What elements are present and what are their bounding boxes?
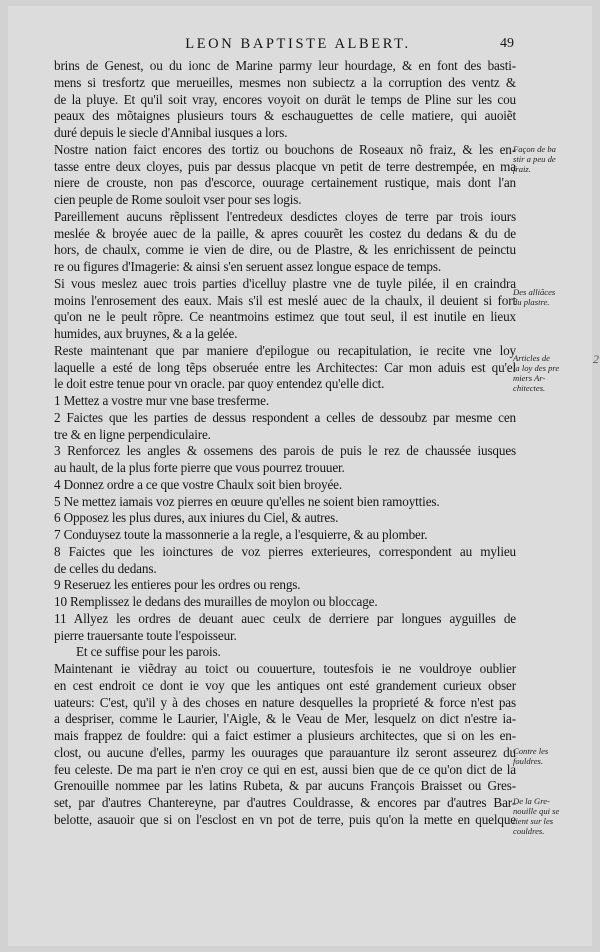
list-item: 3 Renforcez les angles & ossemens des parois de puis le rez de chaussée iusques: [54, 443, 516, 459]
text-line: de la pluye. Et qu'il soit vray, encores voyoit on durät le temps de Pline sur les cou: [54, 91, 516, 107]
text-line: feu celeste. De ma part ie n'en croy ce qui en est, aussi bien que de ce qu'on dict de la: [54, 761, 516, 777]
text-line: Si vous meslez auec trois parties d'icelluy plastre vne de tuyle pilée, il en craindra: [54, 275, 516, 291]
list-item: 7 Conduysez toute la massonnerie a la regle, a l'esquierre, & au plomber.: [54, 527, 428, 542]
book-page: [8, 6, 599, 946]
text-line: Reste maintenant que par maniere d'epilogue ou recapitulation, ie recite vne loy: [54, 342, 516, 358]
text-line: mais frappez de fouldre: qui a faict estimer a plusieurs architectes, que si on les en-: [54, 728, 516, 743]
text-line: qu'on ne le peult rõpre. Ce neantmoins estimez que tout seul, il est inutile en lieux: [54, 309, 516, 325]
text-line: hors, de chaulx, comme ie vien de dire, ou de Plastre, & les enrichissent de peinctu: [54, 242, 516, 258]
list-item: 4 Donnez ordre a ce que vostre Chaulx soit bien broyée.: [54, 476, 343, 492]
text-line: re ou figures d'Imagerie: & ainsi s'en seruent assez longue espace de temps.: [54, 259, 442, 274]
text-line: au hault, de la plus forte pierre que vous pourrez trouuer.: [54, 460, 345, 475]
text-line: humides, aux bruynes, & a la gelée.: [54, 326, 238, 341]
text-line: Maintenant ie viẽdray au toict ou couuerture, toutesfois ie ne vouldroye oublier: [54, 661, 516, 676]
text-line: en cest endroit ce dont ie voy que les antiques ont esté grandement curieux obser: [54, 677, 516, 693]
text-line: moins l'enrosement des eaux. Mais s'il est meslé auec de la chaulx, il deuient si fort: [54, 292, 516, 308]
text-line: tasse entre deux cloyes, puis par dessus placque vn petit de terre destrempée, en ma: [54, 158, 516, 174]
list-item: 10 Remplissez le dedans des murailles de moylon ou bloccage.: [54, 594, 378, 609]
text-line: le doit estre tenue pour vn oracle. par quoy entendez qu'elle dict.: [54, 376, 385, 392]
text-line: meslée & broyée auec de la paille, & apres couurẽt les costez du dedans & du de: [54, 225, 516, 241]
text-line: uateurs: C'est, qu'il y à des choses en nature desquelles la proprieté & force n'est pas: [54, 694, 516, 710]
text-line: Et ce suffise pour les parois.: [76, 644, 221, 660]
text-line: laquelle a esté de long tẽps obseruée entre les Architectes: Car mon aduis est qu'el: [54, 359, 516, 375]
text-line: cien peuple de Rome souloit vser pour ses logis.: [54, 192, 302, 207]
text-line: Grenouille nommee par les latins Rubeta, & par aucuns François Braisset ou Gres-: [54, 778, 516, 794]
list-item: 6 Opposez les plus dures, aux iniures du Ciel, & autres.: [54, 510, 339, 526]
text-line: Pareillement aucuns rẽplissent l'entredeux desdictes cloyes de terre par trois iours: [54, 208, 516, 224]
text-line: mens si tresfortz que merueilles, mesmes non subiectz a la corruption des ventz &: [54, 74, 516, 90]
text-line: brins de Genest, ou du ionc de Marine parmy leur hourdage, & en font des basti-: [54, 58, 516, 73]
text-line: a despriser, comme le Laurier, l'Aigle, & le Veau de Mer, lesquelz on dict n'estre ia-: [54, 711, 516, 727]
list-item: 11 Allyez les ordres de deuant auec ceulx de derriere par longues ayguilles de: [54, 610, 516, 626]
list-item: 1 Mettez a vostre mur vne base tresferme.: [54, 393, 270, 408]
handwritten-mark: 2: [593, 352, 599, 366]
list-item: 8 Faictes que les ioinctures de voz pierres exterieures, correspondent au mylieu: [54, 543, 516, 559]
text-line: tre & en ligne perpendiculaire.: [54, 426, 211, 442]
text-line: de celles du dedans.: [54, 560, 157, 576]
list-item: 5 Ne mettez iamais voz pierres en œuure qu'elles ne soient bien ramoytties.: [54, 493, 440, 509]
list-item: 9 Reseruez les entieres pour les ordres ou rengs.: [54, 577, 301, 593]
text-line: peaux des mõtaignes plusieurs tours & eschauguettes de celle matiere, qui auoiẽt: [54, 108, 516, 124]
running-title: LEON BAPTISTE ALBERT.: [185, 36, 411, 52]
text-line: niere de crouste, non pas d'escorce, ouurage certainement rustique, mais dont l'an: [54, 175, 516, 191]
list-item: 2 Faictes que les parties de dessus respondent a celles de dessoubz par mesme cen: [54, 409, 516, 425]
text-column: [54, 58, 516, 829]
text-line: set, par d'autres Chantereyne, par d'autres Couldrasse, & encores par d'autres Bar-: [54, 795, 516, 810]
text-line: Nostre nation faict encores des tortiz ou bouchons de Roseaux nõ fraiz, & les en-: [54, 141, 516, 157]
text-line: clost, ou aucune d'elles, parmy les ouurages que parauanture ilz seront asseurez du: [54, 744, 516, 760]
margin-note-alliances: Des alliãces du plastre.: [513, 287, 556, 307]
text-line: belotte, asauoir que si on l'esclost en vn pot de terre, puis qu'on la mette en quelque: [54, 811, 516, 827]
page-number: 49: [500, 36, 514, 51]
text-line: pierre trauersante toute l'espoisseur.: [54, 627, 237, 643]
margin-note-fouldres: Contre les fouldres.: [513, 746, 549, 766]
text-line: duré depuis le siecle d'Annibal iusques a lors.: [54, 125, 288, 140]
margin-note-facon: Façon de ba stir a peu de fraiz.: [513, 144, 556, 174]
margin-note-grenouille: De la Gre- nouille qui se tient sur les couldres.: [513, 796, 560, 836]
margin-note-articles: Articles de la loy des pre miers Ar- chitectes.: [513, 353, 560, 393]
